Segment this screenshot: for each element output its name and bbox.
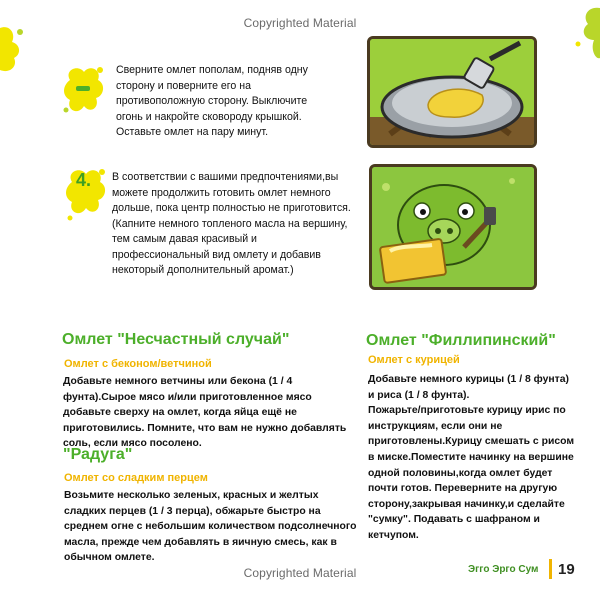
paint-splat-left-edge [0,20,30,80]
recipe-description: Возьмите несколько зеленых, красных и желтых сладких перцев (1 / 3 перца), обжарьте быстро на среднем огне с небольшим количеством подсолнечного масла, прежде чем добавлять в яичную смесь, как в обычном омлете. [64,490,357,564]
step-splat-icon [60,60,108,120]
footer-title: Эгго Эрго Сум [468,564,539,575]
recipe-description: Добавьте немного курицы (1 / 8 фунта) и риса (1 / 8 фунта). Пожарьте/приготовьте курицу ирис по инструкциям, если они не приготовлены.Курицу смешать с рисом в миске.Поместите начинку на вершине одной половины,когда омлет будет почти готов. Переверните на другую сторону,закрывая начинку,и сделайте "сумку". Подавать с шафраном и кетчупом. [368,374,575,541]
page-number: 19 [558,561,575,578]
paint-splat-right-edge [560,0,600,70]
recipe-description: Добавьте немного ветчины или бекона (1 / 4 фунта).Сырое мясо и/или приготовленное мясо добавьте сверху на омлет, когда яйца ещё не приготовились. Помните, что вам не нужно добавлять соль, если мясо посолено. [63,376,347,450]
frying-pan-illustration [367,36,537,148]
recipe-title: "Радуга" [63,446,133,463]
recipe-subtitle: Омлет с беконом/ветчиной [64,358,212,370]
pig-omelet-illustration [369,164,537,290]
watermark-bottom: Copyrighted Material [243,566,357,580]
step-3-text: Сверните омлет пополам, подняв одну сторону и поверните его на противоположную сторону. Выключите огонь и накройте сковороду крышкой. Оставьте омлет на пару минут. [116,64,308,138]
recipe-subtitle: Омлет со сладким перцем [64,472,208,484]
footer-divider [549,559,552,579]
recipe-title: Омлет "Филлипинский" [366,332,556,349]
step-4-text: В соответствии с вашими предпочтениями,вы можете продолжить готовить омлет немного дольше, пока центр полностью не приготовится. (Капните немного топленого масла на вершину, тем самым давая красивый и профессиональный вид омлету и добавив некоторый дополнительный аромат.) [112,171,351,276]
recipe-title: Омлет "Несчастный случай" [62,331,290,348]
recipe-subtitle: Омлет с курицей [368,354,460,366]
watermark-top: Copyrighted Material [243,16,357,30]
step-number: 4. [76,170,92,190]
